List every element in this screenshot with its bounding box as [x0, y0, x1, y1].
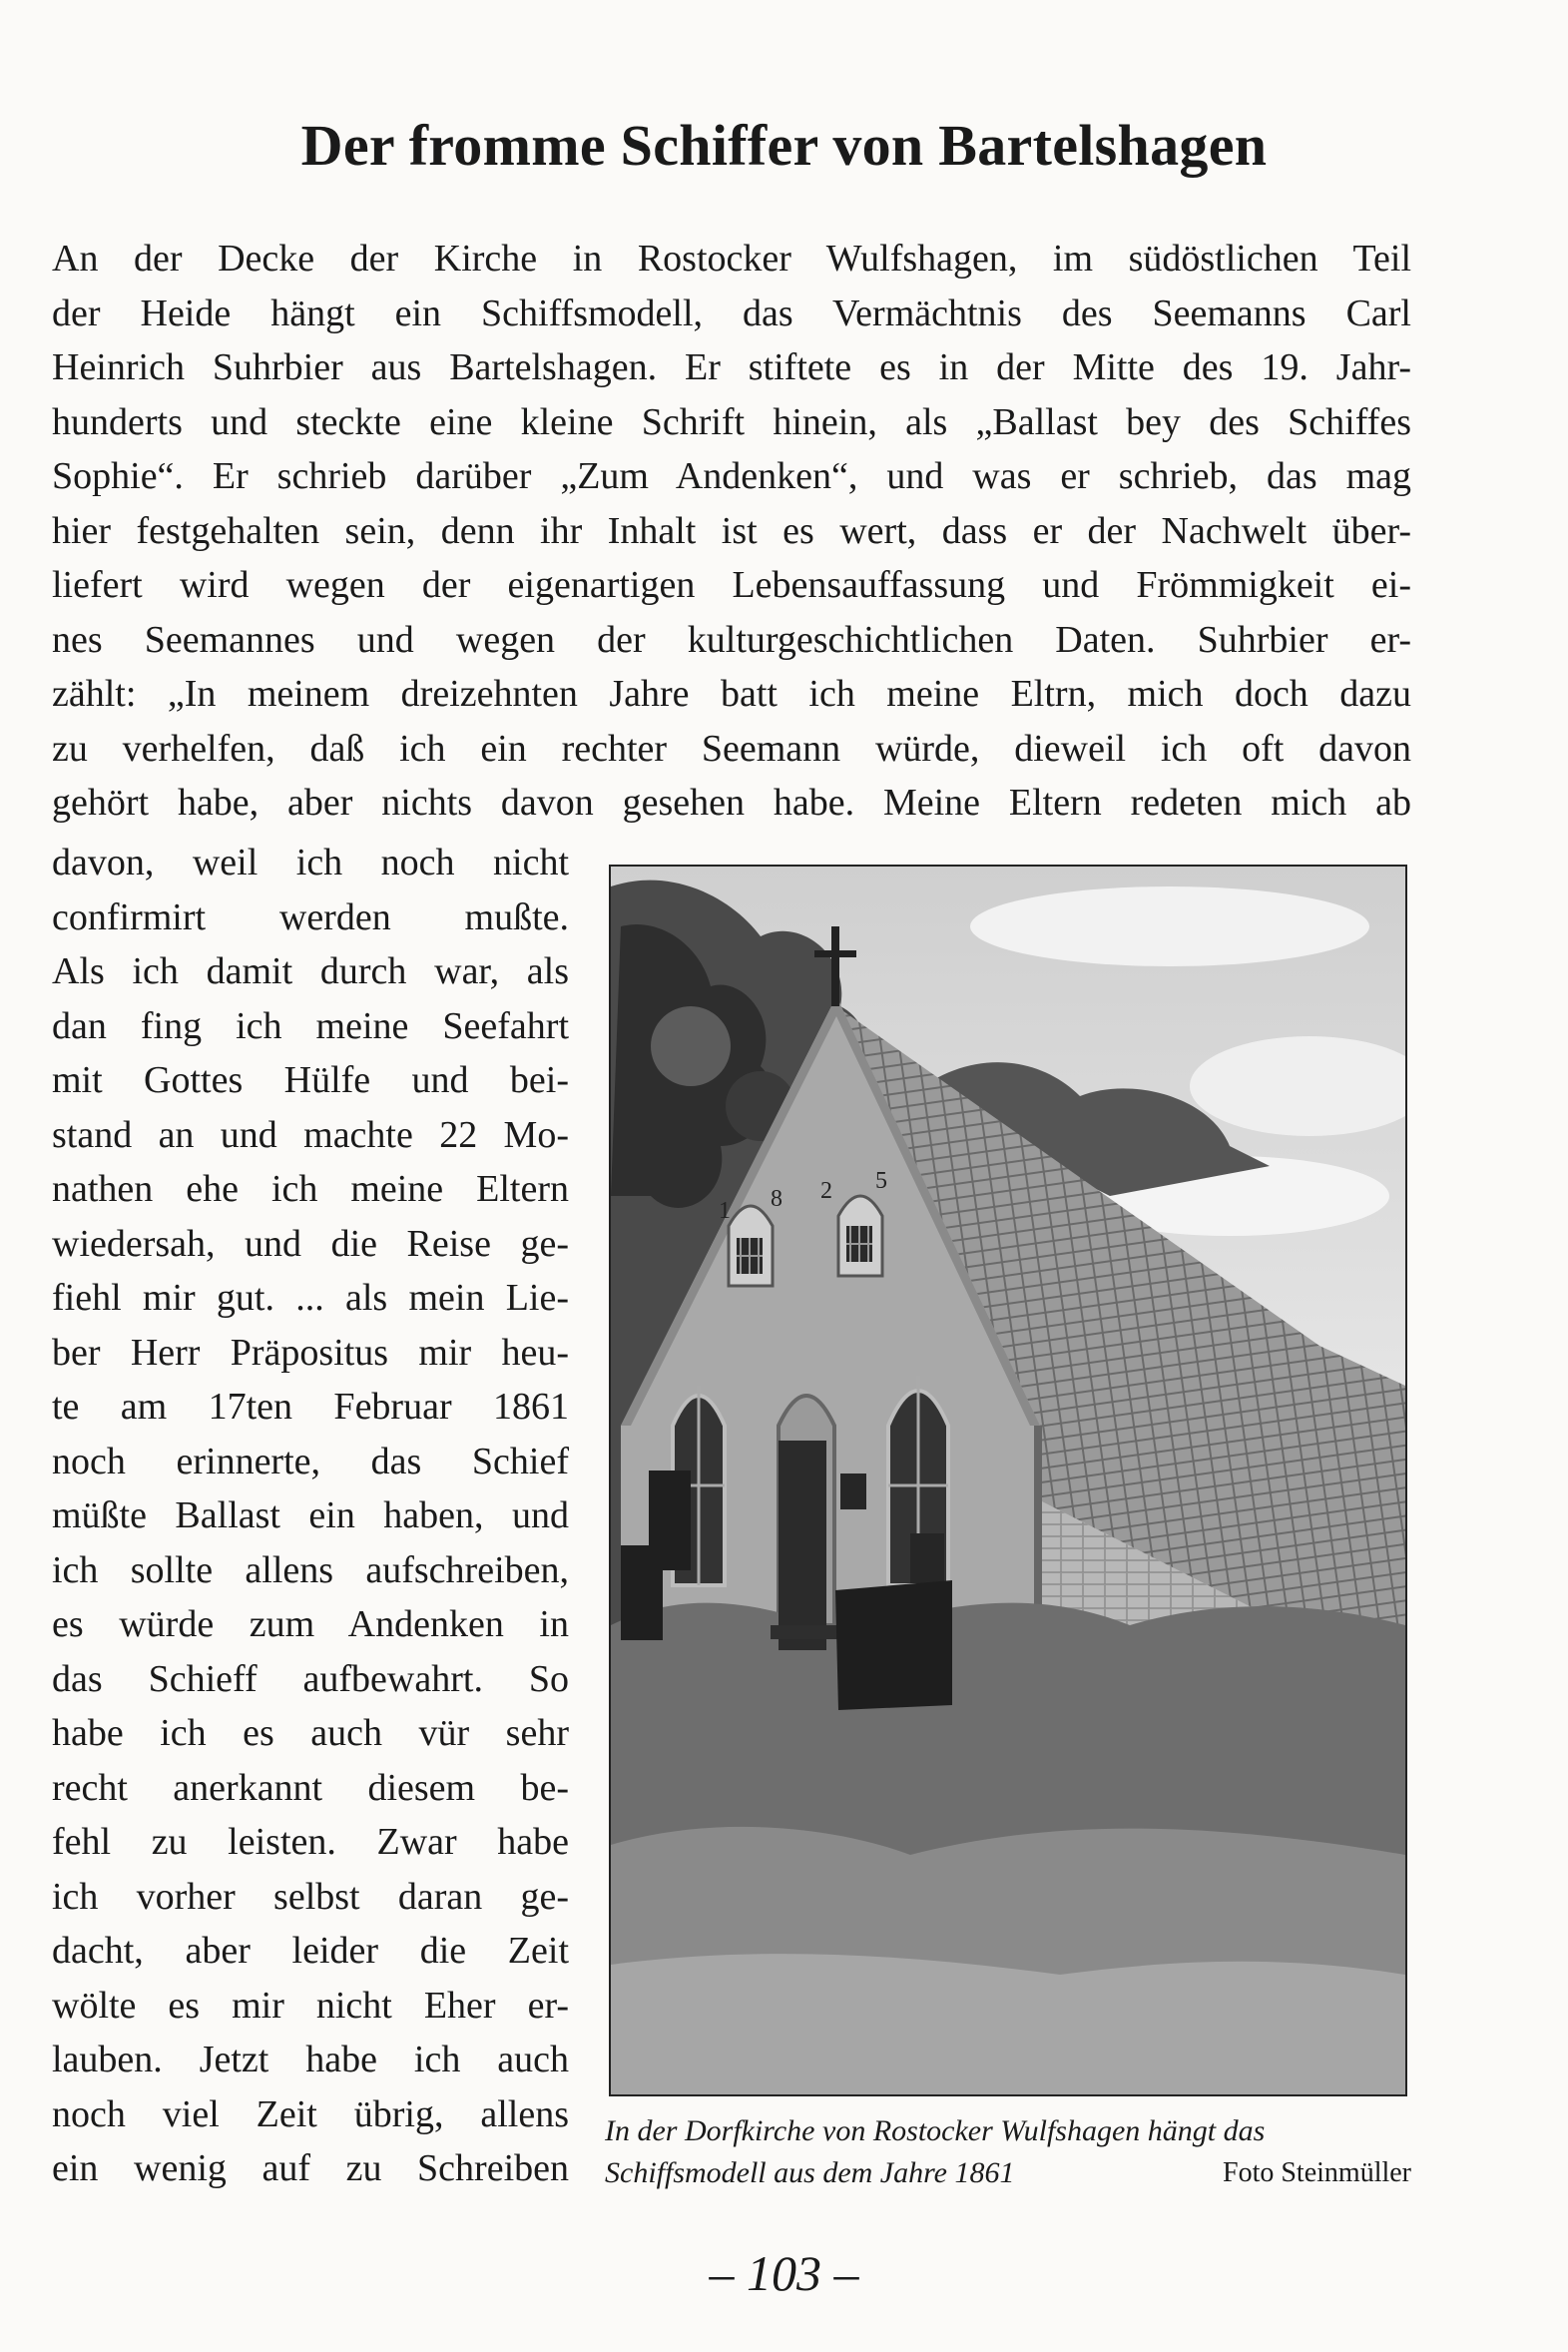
- text-line: noch viel Zeit übrig, allens: [52, 2092, 569, 2135]
- church-photo: [609, 865, 1407, 2096]
- text-line: hunderts und steckte eine kleine Schrift hinein, als „Ballast bey des Schiffes: [52, 400, 1411, 443]
- text-line: noch erinnerte, das Schief: [52, 1440, 569, 1482]
- text-line: der Heide hängt ein Schiffsmodell, das Vermächtnis des Seemanns Carl: [52, 292, 1411, 334]
- church-photo-drawing: [611, 867, 1405, 2094]
- text-line: habe ich es auch vür sehr: [52, 1712, 569, 1754]
- text-line: Heinrich Suhrbier aus Bartelshagen. Er stiftete es in der Mitte des 19. Jahr-: [52, 346, 1411, 388]
- page-title: Der fromme Schiffer von Bartelshagen: [300, 113, 1268, 178]
- text-line: ein wenig auf zu Schreiben: [52, 2147, 569, 2189]
- text-line: liefert wird wegen der eigenartigen Lebensauffassung und Frömmigkeit ei-: [52, 564, 1411, 606]
- text-line: davon, weil ich noch nicht: [52, 842, 569, 883]
- gable-digit: 2: [820, 1178, 832, 1204]
- gable-digit: 1: [719, 1198, 731, 1224]
- photo-credit: Foto Steinmüller: [1223, 2157, 1411, 2188]
- text-line: es würde zum Andenken in: [52, 1603, 569, 1645]
- text-line: lauben. Jetzt habe ich auch: [52, 2039, 569, 2080]
- page-number: – 103 –: [709, 2245, 859, 2301]
- text-line: dan fing ich meine Seefahrt: [52, 1004, 569, 1047]
- text-line: hier festgehalten sein, denn ihr Inhalt ist es wert, dass er der Nachwelt über-: [52, 509, 1411, 552]
- caption-line: In der Dorfkirche von Rostocker Wulfshagen hängt das: [605, 2114, 1266, 2147]
- text-line: An der Decke der Kirche in Rostocker Wulfshagen, im südöstlichen Teil: [52, 238, 1411, 280]
- text-line: gehört habe, aber nichts davon gesehen habe. Meine Eltern redeten mich ab: [52, 782, 1411, 824]
- text-line: recht anerkannt diesem be-: [52, 1766, 569, 1809]
- text-line: fiehl mir gut. ... als mein Lie-: [52, 1277, 569, 1319]
- text-line: dacht, aber leider die Zeit: [52, 1930, 569, 1972]
- text-line: te am 17ten Februar 1861: [52, 1386, 569, 1428]
- gable-digit: 8: [771, 1186, 783, 1212]
- intro-paragraph: [52, 232, 1411, 831]
- caption-line: Schiffsmodell aus dem Jahre 1861: [605, 2156, 1015, 2189]
- text-line: zählt: „In meinem dreizehnten Jahre batt ich meine Eltrn, mich doch dazu: [52, 673, 1411, 715]
- gable-digit: 5: [875, 1168, 887, 1194]
- text-line: stand an und machte 22 Mo-: [52, 1113, 569, 1156]
- text-line: fehl zu leisten. Zwar habe: [52, 1821, 569, 1863]
- text-line: nes Seemannes und wegen der kulturgeschichtlichen Daten. Suhrbier er-: [52, 618, 1411, 661]
- text-line: Als ich damit durch war, als: [52, 950, 569, 992]
- column-paragraph: [52, 836, 569, 2196]
- caption-line-row: [605, 2152, 1411, 2194]
- text-line: ich sollte allens aufschreiben,: [52, 1548, 569, 1591]
- text-line: wiedersah, und die Reise ge-: [52, 1222, 569, 1265]
- text-line: ich vorher selbst daran ge-: [52, 1875, 569, 1918]
- text-line: Sophie“. Er schrieb darüber „Zum Andenken“, und was er schrieb, das mag: [52, 455, 1411, 497]
- text-line: confirmirt werden mußte.: [52, 895, 569, 938]
- text-line: das Schieff aufbewahrt. So: [52, 1657, 569, 1700]
- text-line: ber Herr Präpositus mir heu-: [52, 1331, 569, 1374]
- text-line: wölte es mir nicht Eher er-: [52, 1984, 569, 2027]
- text-line: zu verhelfen, daß ich ein rechter Seemann würde, dieweil ich oft davon: [52, 727, 1411, 770]
- text-line: müßte Ballast ein haben, und: [52, 1494, 569, 1536]
- text-line: mit Gottes Hülfe und bei-: [52, 1059, 569, 1101]
- photo-caption: [605, 2110, 1411, 2194]
- text-line: nathen ehe ich meine Eltern: [52, 1168, 569, 1210]
